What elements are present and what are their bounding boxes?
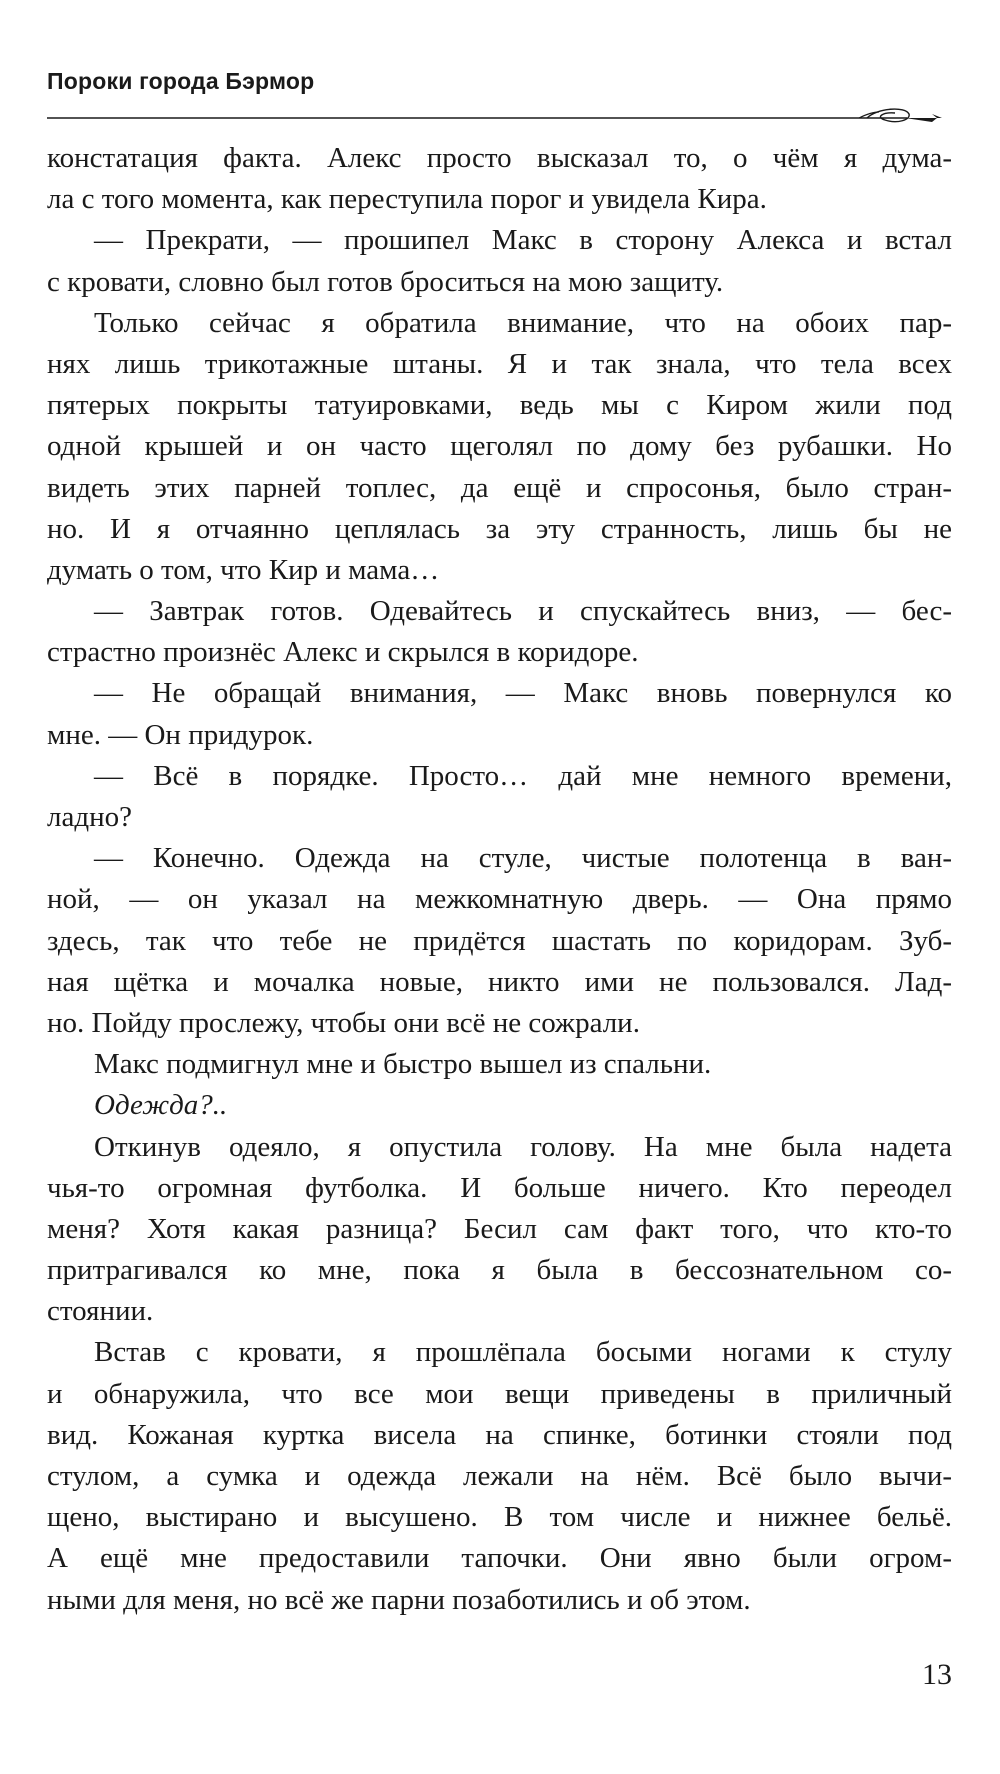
text-line: думать о том, что Кир и мама… (47, 553, 440, 586)
page-number: 13 (922, 1658, 952, 1691)
page-body-text (47, 138, 952, 1621)
text-line: видеть этих парней топлес, да ещё и спросонья, было стран- (47, 471, 952, 504)
text-line: ладно? (47, 801, 132, 833)
text-line: одной крышей и он часто щеголял по дому без рубашки. Но (47, 430, 952, 463)
text-line: А ещё мне предоставили тапочки. Они явно были огром- (47, 1542, 952, 1575)
text-line: страстно произнёс Алекс и скрылся в коридоре. (47, 636, 639, 669)
text-line: нях лишь трикотажные штаны. Я и так знала, что тела всех (47, 347, 952, 380)
text-line: пятерых покрыты татуировками, ведь мы с Киром жили под (47, 389, 952, 422)
header-rule-flourish-icon (47, 106, 952, 126)
text-line: вид. Кожаная куртка висела на спинке, ботинки стояли под (47, 1418, 952, 1451)
text-line: но. Пойду прослежу, чтобы они всё не сожрали. (47, 1006, 640, 1039)
text-line: Макс подмигнул мне и быстро вышел из спальни. (94, 1048, 712, 1081)
text-line: но. И я отчаянно цеплялась за эту странность, лишь бы не (47, 512, 952, 545)
text-line: ными для меня, но всё же парни позаботились и об этом. (47, 1583, 751, 1616)
text-line: с кровати, словно был готов броситься на мою защиту. (47, 265, 724, 298)
text-line: констатация факта. Алекс просто высказал то, о чём я дума- (47, 142, 952, 174)
text-line: — Всё в порядке. Просто… дай мне немного времени, (94, 759, 952, 792)
text-line: Откинув одеяло, я опустила голову. На мне была надета (94, 1130, 952, 1163)
text-line: здесь, так что тебе не придётся шастать по коридорам. Зуб- (47, 924, 952, 957)
text-line: ла с того момента, как переступила порог и увидела Кира. (47, 183, 767, 216)
text-line: чья-то огромная футболка. И больше ничего. Кто переодел (47, 1171, 952, 1204)
text-line: меня? Хотя какая разница? Бесил сам факт того, что кто-то (47, 1212, 952, 1245)
text-line: ной, — он указал на межкомнатную дверь. — Она прямо (47, 883, 952, 916)
running-header (47, 68, 952, 120)
text-line: — Не обращай внимания, — Макс вновь повернулся ко (94, 677, 952, 710)
text-line: Одежда?.. (94, 1089, 228, 1122)
text-line: — Прекрати, — прошипел Макс в сторону Алекса и встал (94, 224, 952, 257)
text-line: мне. — Он придурок. (47, 718, 314, 751)
text-line: и обнаружила, что все мои вещи приведены в приличный (47, 1377, 952, 1410)
text-line: щено, выстирано и высушено. В том числе и нижнее бельё. (47, 1501, 952, 1534)
text-line: Только сейчас я обратила внимание, что на обоих пар- (94, 306, 952, 339)
book-title: Пороки города Бэрмор (47, 68, 315, 94)
text-line: стоянии. (47, 1295, 154, 1328)
text-line: — Завтрак готов. Одевайтесь и спускайтесь вниз, — бес- (94, 595, 952, 628)
text-line: притрагивался ко мне, пока я была в бессознательном со- (47, 1254, 952, 1287)
text-line: Встав с кровати, я прошлёпала босыми ногами к стулу (94, 1336, 952, 1369)
text-line: ная щётка и мочалка новые, никто ими не пользовался. Лад- (47, 965, 952, 998)
text-line: стулом, а сумка и одежда лежали на нём. Всё было вычи- (47, 1460, 952, 1492)
text-line: — Конечно. Одежда на стуле, чистые полотенца в ван- (94, 842, 952, 875)
